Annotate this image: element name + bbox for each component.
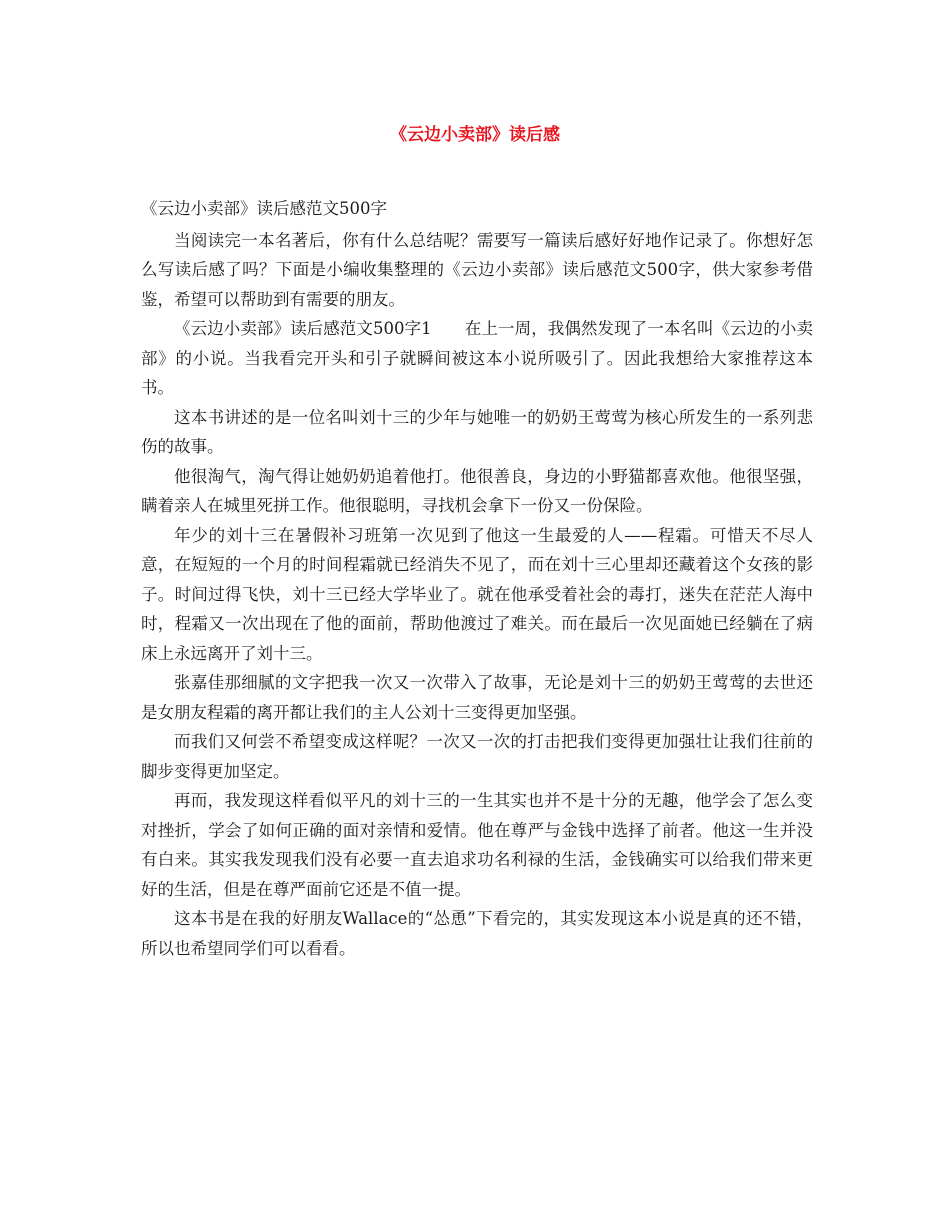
document-body — [141, 194, 813, 963]
paragraph-9: 这本书是在我的好朋友Wallace的“怂恿”下看完的，其实发现这本小说是真的还不错，所以也希望同学们可以看看。 — [141, 909, 813, 958]
paragraph-2: 《云边小卖部》读后感范文500字1 在上一周，我偶然发现了一本名叫《云边的小卖部》的小说。当我看完开头和引子就瞬间被这本小说所吸引了。因此我想给大家推荐这本书。 — [141, 319, 813, 397]
paragraph-4: 他很淘气，淘气得让她奶奶追着他打。他很善良，身边的小野猫都喜欢他。他很坚强，瞒着亲人在城里死拼工作。他很聪明，寻找机会拿下一份又一份保险。 — [141, 466, 813, 515]
paragraph-6: 张嘉佳那细腻的文字把我一次又一次带入了故事，无论是刘十三的奶奶王莺莺的去世还是女朋友程霜的离开都让我们的主人公刘十三变得更加坚强。 — [141, 673, 813, 722]
paragraph-7: 而我们又何尝不希望变成这样呢？一次又一次的打击把我们变得更加强壮让我们往前的脚步变得更加坚定。 — [141, 732, 813, 781]
paragraph-5: 年少的刘十三在暑假补习班第一次见到了他这一生最爱的人——程霜。可惜天不尽人意，在短短的一个月的时间程霜就已经消失不见了，而在刘十三心里却还藏着这个女孩的影子。时间过得飞快，刘十三已经大学毕业了。就在他承受着社会的毒打，迷失在茫茫人海中时，程霜又一次出现在了他的面前，帮助他渡过了难关。而在最后一次见面她已经躺在了病床上永远离开了刘十三。 — [141, 525, 813, 663]
document-subtitle: 《云边小卖部》读后感范文500字 — [141, 199, 387, 218]
paragraph-3: 这本书讲述的是一位名叫刘十三的少年与她唯一的奶奶王莺莺为核心所发生的一系列悲伤的故事。 — [141, 407, 813, 456]
paragraph-1: 当阅读完一本名著后，你有什么总结呢？需要写一篇读后感好好地作记录了。你想好怎么写读后感了吗？下面是小编收集整理的《云边小卖部》读后感范文500字，供大家参考借鉴，希望可以帮助到有需要的朋友。 — [141, 230, 813, 309]
paragraph-8: 再而，我发现这样看似平凡的刘十三的一生其实也并不是十分的无趣，他学会了怎么变对挫折，学会了如何正确的面对亲情和爱情。他在尊严与金钱中选择了前者。他这一生并没有白来。其实我发现我们没有必要一直去追求功名利禄的生活，金钱确实可以给我们带来更好的生活，但是在尊严面前它还是不值一提。 — [141, 791, 813, 899]
page-title: 《云边小卖部》读后感 — [390, 125, 560, 145]
